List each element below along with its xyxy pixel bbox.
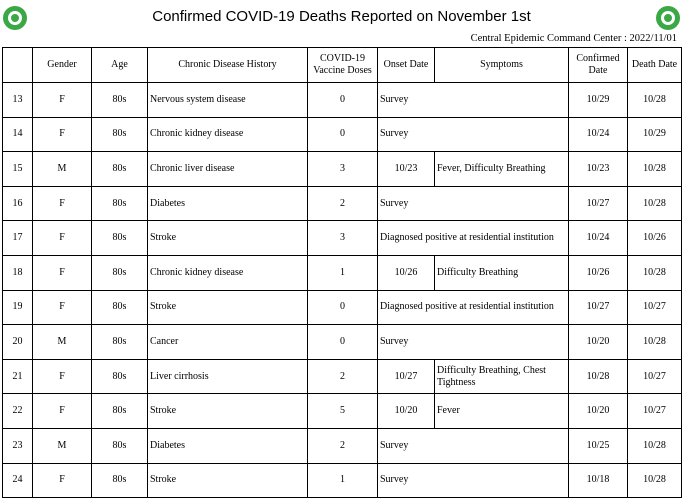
- history-cell: Stroke: [148, 394, 308, 429]
- table-row: [3, 186, 682, 221]
- confirmed-cell: 10/28: [569, 359, 628, 394]
- doses-cell: 0: [308, 83, 378, 118]
- onset-cell: Survey: [378, 463, 569, 498]
- row-number-cell: 15: [3, 152, 33, 187]
- onset-cell: Survey: [378, 117, 569, 152]
- gender-cell: F: [33, 290, 92, 325]
- death-cell: 10/28: [628, 152, 682, 187]
- history-cell: Chronic kidney disease: [148, 117, 308, 152]
- row-number-cell: 23: [3, 428, 33, 463]
- death-cell: 10/29: [628, 117, 682, 152]
- confirmed-cell: 10/24: [569, 117, 628, 152]
- doses-cell: 2: [308, 359, 378, 394]
- page-title: Confirmed COVID-19 Deaths Reported on November 1st: [152, 8, 531, 25]
- symptoms-cell: Fever: [435, 394, 569, 429]
- symptoms-cell: Difficulty Breathing: [435, 255, 569, 290]
- doses-cell: 0: [308, 117, 378, 152]
- confirmed-cell: 10/27: [569, 186, 628, 221]
- confirmed-cell: 10/23: [569, 152, 628, 187]
- history-cell: Chronic kidney disease: [148, 255, 308, 290]
- row-number-cell: 14: [3, 117, 33, 152]
- gender-cell: F: [33, 221, 92, 256]
- header-row: [3, 48, 682, 83]
- doses-cell: 2: [308, 428, 378, 463]
- age-cell: 80s: [92, 463, 148, 498]
- gender-cell: F: [33, 117, 92, 152]
- doses-cell: 0: [308, 325, 378, 360]
- row-number-cell: 24: [3, 463, 33, 498]
- onset-cell: 10/23: [378, 152, 435, 187]
- age-cell: 80s: [92, 428, 148, 463]
- age-cell: 80s: [92, 152, 148, 187]
- row-number-cell: 22: [3, 394, 33, 429]
- onset-cell: Diagnosed positive at residential institution: [378, 290, 569, 325]
- confirmed-cell: 10/25: [569, 428, 628, 463]
- table-row: [3, 325, 682, 360]
- gender-cell: F: [33, 186, 92, 221]
- death-cell: 10/28: [628, 463, 682, 498]
- age-cell: 80s: [92, 117, 148, 152]
- confirmed-cell: 10/27: [569, 290, 628, 325]
- table-row: [3, 152, 682, 187]
- col-header-symptoms: Symptoms: [435, 48, 569, 83]
- gender-cell: F: [33, 83, 92, 118]
- age-cell: 80s: [92, 186, 148, 221]
- death-cell: 10/28: [628, 186, 682, 221]
- col-header-confirmed: Confirmed Date: [569, 48, 628, 83]
- onset-cell: Survey: [378, 325, 569, 360]
- death-cell: 10/28: [628, 255, 682, 290]
- table-row: [3, 394, 682, 429]
- history-cell: Diabetes: [148, 428, 308, 463]
- gender-cell: M: [33, 428, 92, 463]
- doses-cell: 3: [308, 221, 378, 256]
- onset-cell: Survey: [378, 428, 569, 463]
- confirmed-cell: 10/29: [569, 83, 628, 118]
- death-cell: 10/28: [628, 83, 682, 118]
- table-row: [3, 463, 682, 498]
- col-header-history: Chronic Disease History: [148, 48, 308, 83]
- history-cell: Diabetes: [148, 186, 308, 221]
- table-row: [3, 290, 682, 325]
- table-row: [3, 83, 682, 118]
- row-number-cell: 19: [3, 290, 33, 325]
- death-cell: 10/28: [628, 325, 682, 360]
- row-number-cell: 20: [3, 325, 33, 360]
- onset-cell: 10/27: [378, 359, 435, 394]
- death-cell: 10/27: [628, 290, 682, 325]
- onset-cell: Survey: [378, 83, 569, 118]
- gender-cell: M: [33, 325, 92, 360]
- confirmed-cell: 10/24: [569, 221, 628, 256]
- onset-cell: Survey: [378, 186, 569, 221]
- col-header-onset: Onset Date: [378, 48, 435, 83]
- row-number-cell: 16: [3, 186, 33, 221]
- row-number-cell: 13: [3, 83, 33, 118]
- doses-cell: 1: [308, 463, 378, 498]
- gender-cell: M: [33, 152, 92, 187]
- age-cell: 80s: [92, 394, 148, 429]
- age-cell: 80s: [92, 325, 148, 360]
- history-cell: Stroke: [148, 221, 308, 256]
- age-cell: 80s: [92, 221, 148, 256]
- table-row: [3, 428, 682, 463]
- col-header-gender: Gender: [33, 48, 92, 83]
- confirmed-cell: 10/26: [569, 255, 628, 290]
- doses-cell: 5: [308, 394, 378, 429]
- death-cell: 10/27: [628, 359, 682, 394]
- col-header-number: [3, 48, 33, 83]
- gender-cell: F: [33, 394, 92, 429]
- row-number-cell: 21: [3, 359, 33, 394]
- onset-cell: 10/26: [378, 255, 435, 290]
- death-cell: 10/28: [628, 428, 682, 463]
- table-row: [3, 221, 682, 256]
- history-cell: Cancer: [148, 325, 308, 360]
- col-header-death: Death Date: [628, 48, 682, 83]
- confirmed-cell: 10/20: [569, 394, 628, 429]
- history-cell: Chronic liver disease: [148, 152, 308, 187]
- col-header-doses: COVID-19 Vaccine Doses: [308, 48, 378, 83]
- history-cell: Nervous system disease: [148, 83, 308, 118]
- death-cell: 10/27: [628, 394, 682, 429]
- doses-cell: 3: [308, 152, 378, 187]
- table-row: [3, 117, 682, 152]
- row-number-cell: 17: [3, 221, 33, 256]
- source-line: Central Epidemic Command Center : 2022/11/01: [470, 33, 677, 44]
- history-cell: Stroke: [148, 290, 308, 325]
- age-cell: 80s: [92, 255, 148, 290]
- onset-cell: Diagnosed positive at residential institution: [378, 221, 569, 256]
- death-cell: 10/26: [628, 221, 682, 256]
- history-cell: Stroke: [148, 463, 308, 498]
- symptoms-cell: Fever, Difficulty Breathing: [435, 152, 569, 187]
- gender-cell: F: [33, 359, 92, 394]
- confirmed-cell: 10/20: [569, 325, 628, 360]
- history-cell: Liver cirrhosis: [148, 359, 308, 394]
- table-row: [3, 255, 682, 290]
- row-number-cell: 18: [3, 255, 33, 290]
- age-cell: 80s: [92, 290, 148, 325]
- gender-cell: F: [33, 255, 92, 290]
- doses-cell: 1: [308, 255, 378, 290]
- confirmed-cell: 10/18: [569, 463, 628, 498]
- age-cell: 80s: [92, 83, 148, 118]
- doses-cell: 0: [308, 290, 378, 325]
- doses-cell: 2: [308, 186, 378, 221]
- symptoms-cell: Difficulty Breathing, Chest Tightness: [435, 359, 569, 394]
- deaths-table: [2, 47, 682, 498]
- onset-cell: 10/20: [378, 394, 435, 429]
- age-cell: 80s: [92, 359, 148, 394]
- gender-cell: F: [33, 463, 92, 498]
- col-header-age: Age: [92, 48, 148, 83]
- table-row: [3, 359, 682, 394]
